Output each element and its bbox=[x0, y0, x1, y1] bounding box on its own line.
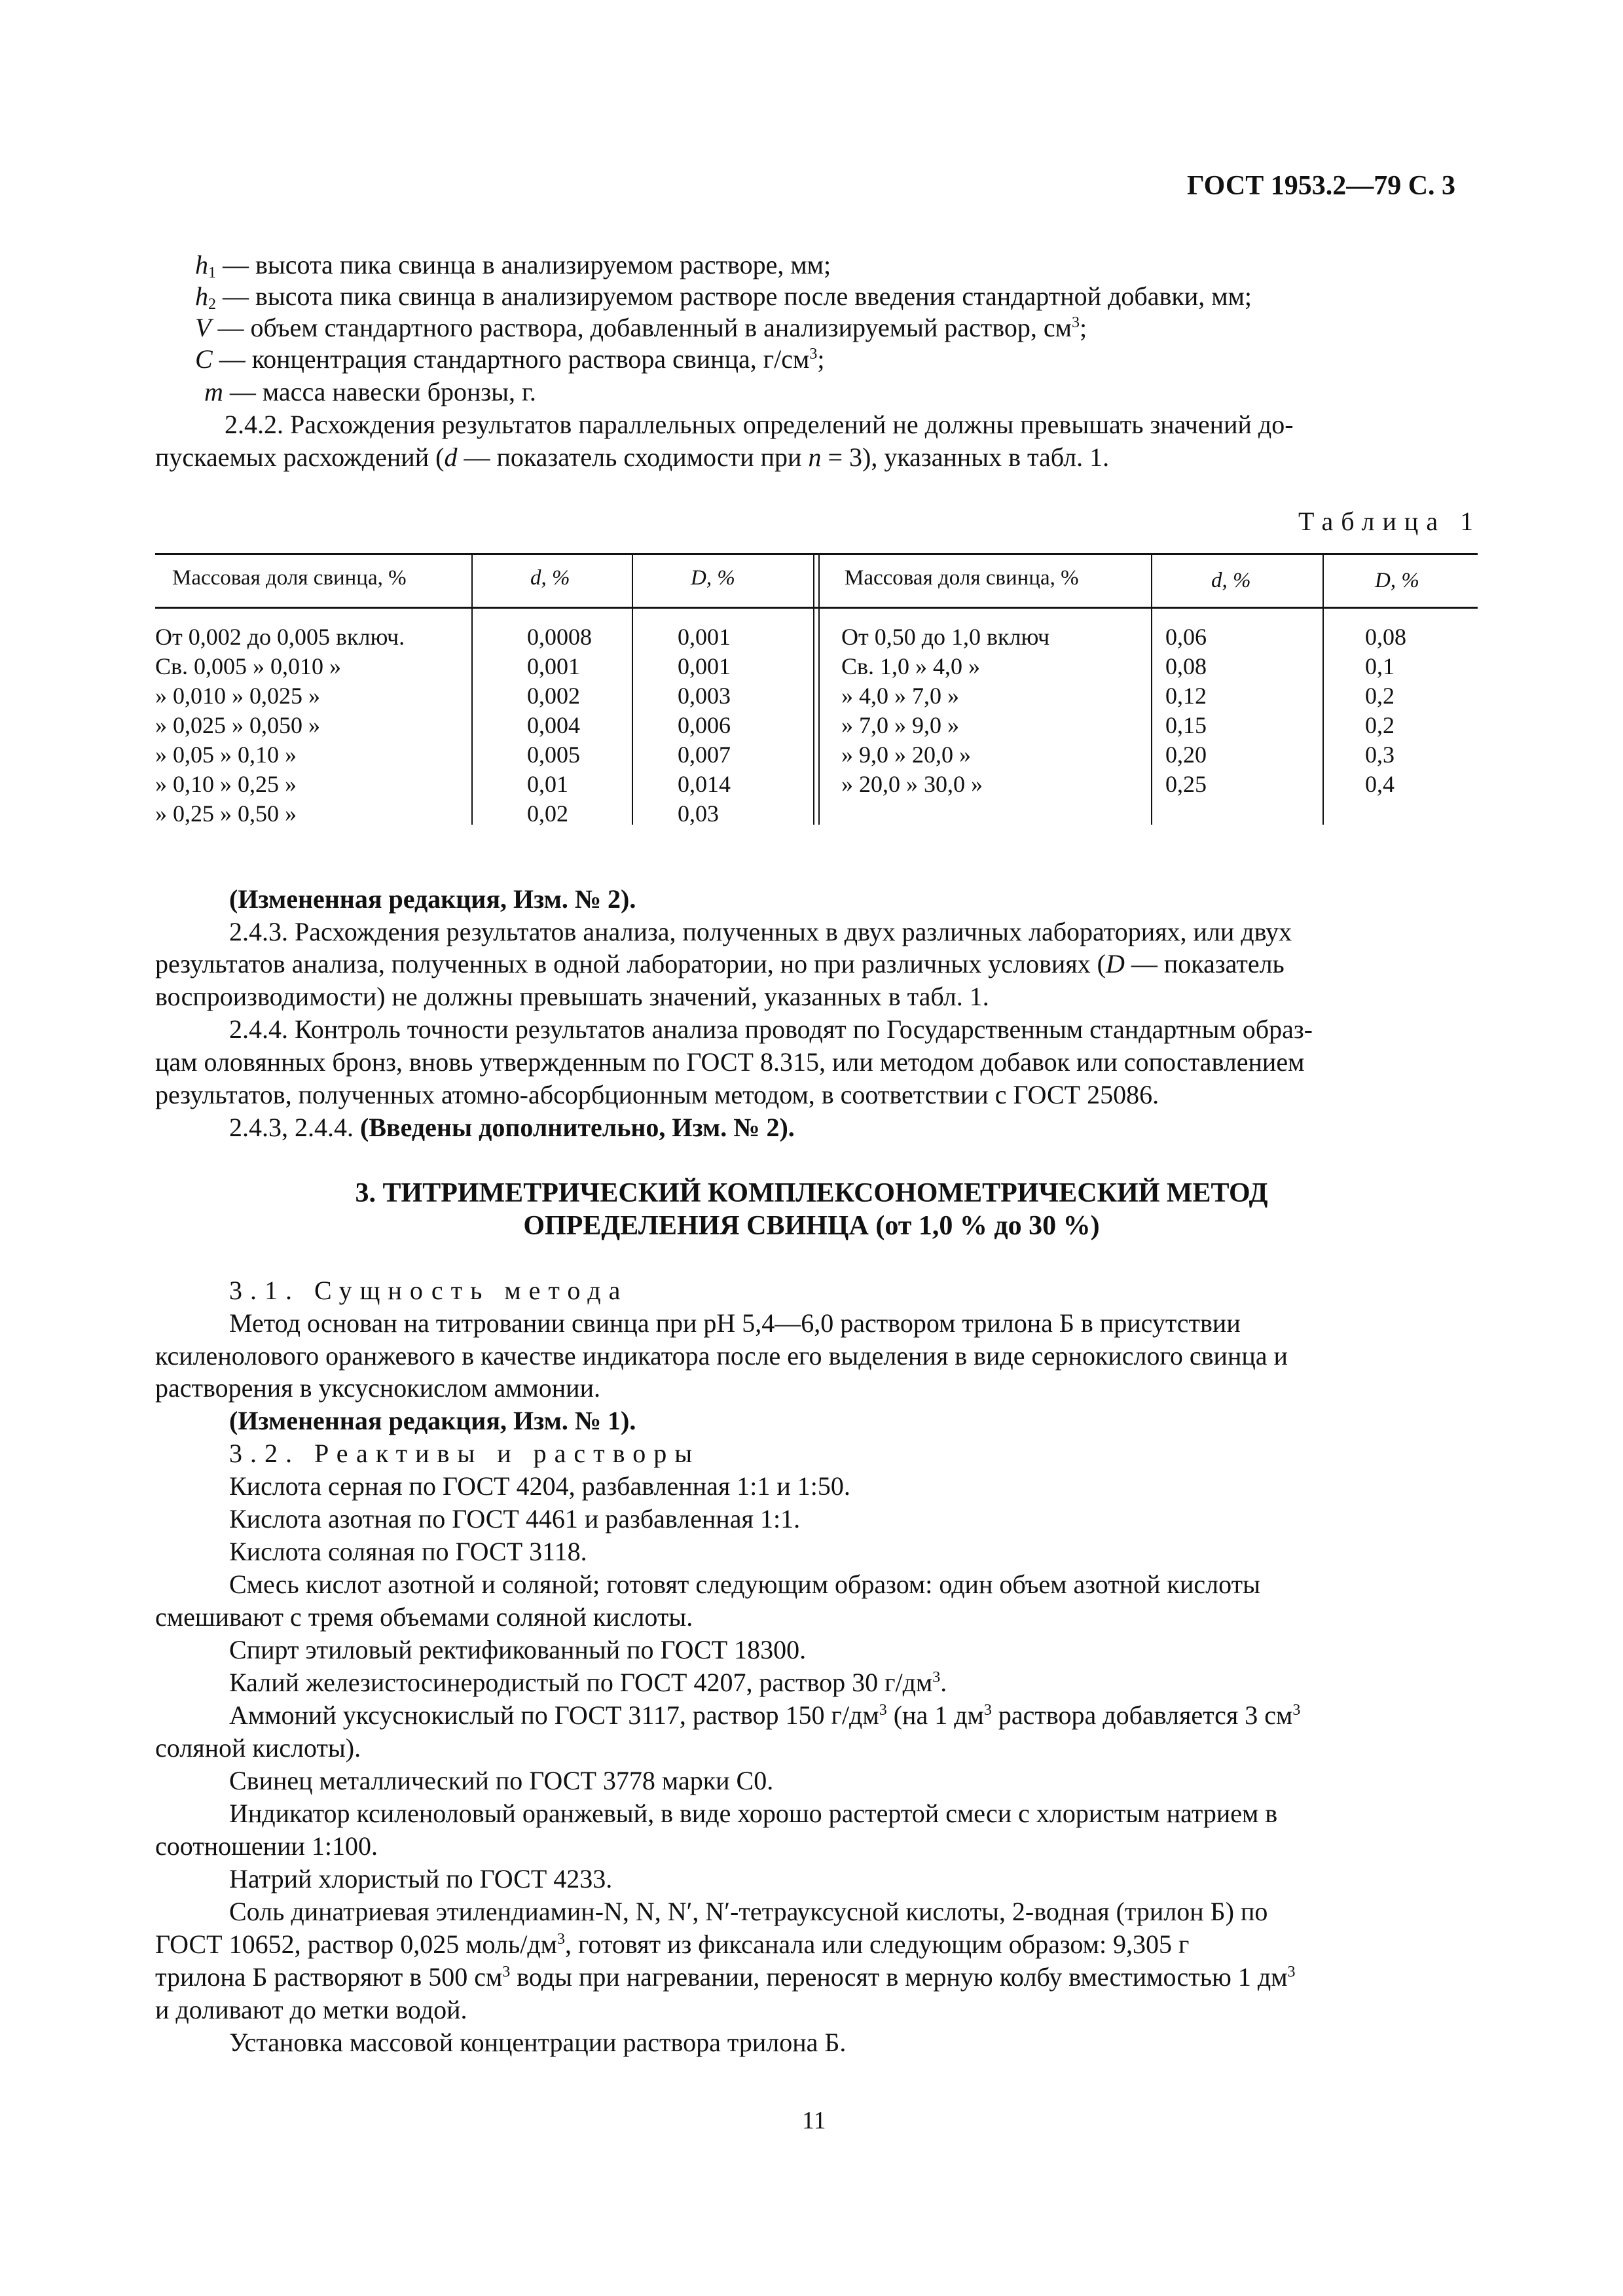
reagent-sodium-chloride: Натрий хлористый по ГОСТ 4233. bbox=[229, 1864, 613, 1893]
reagent-trilon-b-line1: Соль динатриевая этилендиамин-N, N, N′, N′-тетрауксусной кислоты, 2-водная (трилон Б) по bbox=[229, 1897, 1268, 1926]
legend-c bbox=[195, 346, 824, 372]
table-cell: 0,003 bbox=[678, 683, 731, 709]
symbol: V bbox=[195, 313, 211, 342]
table-cell: Св. 1,0 » 4,0 » bbox=[841, 653, 981, 679]
table-cell: » 0,05 » 0,10 » bbox=[155, 742, 297, 768]
symbol-n: n bbox=[808, 442, 822, 472]
paragraph-2-4-4-line2: цам оловянных бронз, вновь утвержденным по ГОСТ 8.315, или методом добавок или сопоставлением bbox=[155, 1047, 1305, 1077]
table-cell: » 0,25 » 0,50 » bbox=[155, 800, 297, 827]
amendment-note-2: (Измененная редакция, Изм. № 2). bbox=[229, 884, 636, 914]
table-cell: 0,15 bbox=[1165, 712, 1207, 738]
table-right-range-column bbox=[841, 625, 1049, 802]
table-cell: 0,2 bbox=[1365, 683, 1395, 709]
subscript: 1 bbox=[208, 264, 216, 281]
table-left-D-column bbox=[678, 625, 731, 831]
text: воды при нагревании, переносят в мерную колбу вместимостью 1 дм bbox=[510, 1962, 1288, 1992]
paragraph-2-4-3-line1: 2.4.3. Расхождения результатов анализа, полученных в двух различных лабораториях, или двух bbox=[229, 917, 1292, 946]
table-cell: » 4,0 » 7,0 » bbox=[841, 683, 959, 709]
legend-h1 bbox=[195, 252, 831, 281]
s31-line3: растворения в уксуснокислом аммонии. bbox=[155, 1373, 600, 1403]
section-3-title-line1: 3. ТИТРИМЕТРИЧЕСКИЙ КОМПЛЕКСОНОМЕТРИЧЕСКИЙ МЕТОД bbox=[355, 1178, 1268, 1208]
reagent-hydrochloric-acid: Кислота соляная по ГОСТ 3118. bbox=[229, 1537, 587, 1566]
table-cell: 0,006 bbox=[678, 712, 731, 738]
text: — показатель сходимости при bbox=[457, 442, 809, 472]
legend-m bbox=[204, 379, 536, 405]
s31-line2: ксиленолового оранжевого в качестве индикатора после его выделения в виде сернокислого свинца и bbox=[155, 1341, 1288, 1371]
table-left-d-column bbox=[527, 625, 592, 831]
document-header: ГОСТ 1953.2—79 С. 3 bbox=[1187, 171, 1456, 201]
table-cell: 0,0008 bbox=[527, 624, 592, 650]
table-cell: 0,005 bbox=[527, 742, 580, 768]
superscript: 3 bbox=[879, 1702, 887, 1719]
table-cell: 0,2 bbox=[1365, 712, 1395, 738]
paragraph-2-4-3-line2 bbox=[155, 951, 1285, 977]
text: ГОСТ 10652, раствор 0,025 моль/дм bbox=[155, 1929, 557, 1959]
table-cell: 0,001 bbox=[678, 624, 731, 650]
table-cell: » 0,025 » 0,050 » bbox=[155, 712, 320, 738]
page-number: 11 bbox=[802, 2107, 826, 2134]
introduction-note bbox=[229, 1115, 795, 1141]
table-header-right-D: D, % bbox=[1375, 569, 1419, 592]
reagent-sulfuric-acid: Кислота серная по ГОСТ 4204, разбавленная 1:1 и 1:50. bbox=[229, 1471, 850, 1501]
paragraph-2-4-3-line3: воспроизводимости) не должны превышать значений, указанных в табл. 1. bbox=[155, 982, 989, 1011]
superscript: 3 bbox=[1071, 314, 1080, 331]
subsection-3-2-title: 3.2. Реактивы и растворы bbox=[229, 1439, 701, 1468]
symbol-D: D bbox=[1105, 949, 1125, 978]
reagent-xylenol-orange-line2: соотношении 1:100. bbox=[155, 1831, 378, 1861]
paragraph-2-4-4-line1: 2.4.4. Контроль точности результатов анализа проводят по Государственным стандартным образ- bbox=[229, 1014, 1313, 1044]
superscript: 3 bbox=[1292, 1702, 1301, 1719]
reagent-trilon-b-line2 bbox=[155, 1931, 1189, 1958]
text: 2.4.3, 2.4.4. bbox=[229, 1113, 360, 1142]
table-cell: 0,02 bbox=[527, 800, 568, 827]
subscript: 2 bbox=[208, 296, 216, 313]
symbol-d: d bbox=[444, 442, 458, 472]
table-col-divider bbox=[471, 553, 473, 825]
superscript: 3 bbox=[502, 1964, 511, 1981]
text: — показатель bbox=[1124, 949, 1285, 978]
reagent-ammonium-acetate-line1 bbox=[229, 1702, 1300, 1729]
table-cell: 0,002 bbox=[527, 683, 580, 709]
section-3-title-line2: ОПРЕДЕЛЕНИЯ СВИНЦА (от 1,0 % до 30 %) bbox=[523, 1211, 1100, 1241]
text: раствора добавляется 3 см bbox=[991, 1700, 1293, 1730]
table-cell: 0,004 bbox=[527, 712, 580, 738]
table-header-left-d: d, % bbox=[530, 566, 570, 590]
superscript: 3 bbox=[809, 346, 818, 363]
table-cell: От 0,002 до 0,005 включ. bbox=[155, 624, 405, 650]
table-cell: 0,08 bbox=[1365, 624, 1406, 650]
trilon-b-standardization: Установка массовой концентрации раствора трилона Б. bbox=[229, 2028, 847, 2057]
reagent-xylenol-orange-line1: Индикатор ксиленоловый оранжевый, в виде хорошо растертой смеси с хлористым натрием в bbox=[229, 1799, 1278, 1828]
table-cell: 0,03 bbox=[678, 800, 719, 827]
table-cell: 0,014 bbox=[678, 771, 731, 797]
table-middle-divider bbox=[813, 553, 814, 825]
table-cell: От 0,50 до 1,0 включ bbox=[841, 624, 1050, 650]
legend-text: — объем стандартного раствора, добавленный в анализируемый раствор, см bbox=[211, 313, 1072, 342]
symbol: h bbox=[195, 281, 208, 311]
text: результатов анализа, полученных в одной лаборатории, но при различных условиях ( bbox=[155, 949, 1106, 978]
text: , готовят из фиксанала или следующим образом: 9,305 г bbox=[564, 1929, 1190, 1959]
paragraph-2-4-2-line2 bbox=[155, 444, 1109, 471]
table-cell: 0,06 bbox=[1165, 624, 1207, 650]
legend-end: ; bbox=[1079, 313, 1087, 342]
legend-text: — высота пика свинца в анализируемом растворе, мм; bbox=[216, 250, 831, 279]
bold-text: (Введены дополнительно, Изм. № 2). bbox=[360, 1113, 795, 1142]
table-left-range-column bbox=[155, 625, 405, 831]
table-cell: 0,25 bbox=[1165, 771, 1207, 797]
amendment-note-1: (Измененная редакция, Изм. № 1). bbox=[229, 1406, 636, 1435]
table-col-divider bbox=[1151, 553, 1152, 825]
reagent-ferrocyanide bbox=[229, 1670, 947, 1696]
table-right-d-column bbox=[1165, 625, 1207, 802]
reagent-trilon-b-line4: и доливают до метки водой. bbox=[155, 1995, 467, 2024]
table-cell: 0,1 bbox=[1365, 653, 1395, 679]
text: трилона Б растворяют в 500 см bbox=[155, 1962, 503, 1992]
symbol: h bbox=[195, 250, 208, 279]
table-cell: » 0,010 » 0,025 » bbox=[155, 683, 320, 709]
reagent-acid-mix-line1: Смесь кислот азотной и соляной; готовят следующим образом: один объем азотной кислоты bbox=[229, 1570, 1260, 1599]
table-cell: 0,007 bbox=[678, 742, 731, 768]
symbol: C bbox=[195, 344, 213, 374]
table-cell: 0,01 bbox=[527, 771, 568, 797]
reagent-ethanol: Спирт этиловый ректификованный по ГОСТ 18300. bbox=[229, 1635, 807, 1664]
text: пускаемых расхождений ( bbox=[155, 442, 445, 472]
legend-end: ; bbox=[817, 344, 825, 374]
table-cell: » 9,0 » 20,0 » bbox=[841, 742, 971, 768]
table-cell: 0,001 bbox=[678, 653, 731, 679]
table-header-right-mass: Массовая доля свинца, % bbox=[845, 566, 1079, 590]
table-cell: 0,001 bbox=[527, 653, 580, 679]
superscript: 3 bbox=[983, 1702, 992, 1719]
table-cell: » 7,0 » 9,0 » bbox=[841, 712, 959, 738]
table-header-rule bbox=[155, 607, 1478, 609]
superscript: 3 bbox=[556, 1931, 565, 1948]
reagent-acid-mix-line2: смешивают с тремя объемами соляной кислоты. bbox=[155, 1602, 693, 1632]
text: Аммоний уксуснокислый по ГОСТ 3117, раствор 150 г/дм bbox=[229, 1700, 879, 1730]
table-col-divider bbox=[632, 553, 633, 825]
table-header-left-D: D, % bbox=[691, 566, 735, 590]
superscript: 3 bbox=[1287, 1964, 1296, 1981]
table-col-divider bbox=[1322, 553, 1324, 825]
reagent-nitric-acid: Кислота азотная по ГОСТ 4461 и разбавленная 1:1. bbox=[229, 1504, 801, 1534]
table-cell: 0,20 bbox=[1165, 742, 1207, 768]
text: . bbox=[940, 1668, 947, 1697]
table-right-D-column bbox=[1365, 625, 1406, 802]
legend-text: — высота пика свинца в анализируемом растворе после введения стандартной добавки, мм; bbox=[216, 281, 1252, 311]
reagent-lead-metal: Свинец металлический по ГОСТ 3778 марки С0. bbox=[229, 1766, 774, 1795]
text: Калий железистосинеродистый по ГОСТ 4207, раствор 30 г/дм bbox=[229, 1668, 933, 1697]
table-cell: 0,08 bbox=[1165, 653, 1207, 679]
table-cell: 0,3 bbox=[1365, 742, 1395, 768]
legend-v bbox=[195, 315, 1087, 341]
table-caption: Таблица 1 bbox=[1298, 507, 1482, 536]
subsection-3-1-title: 3.1. Сущность метода bbox=[229, 1276, 629, 1305]
legend-text: — концентрация стандартного раствора свинца, г/см bbox=[212, 344, 810, 374]
reagent-ammonium-acetate-line2: соляной кислоты). bbox=[155, 1733, 361, 1763]
s31-line1: Метод основан на титровании свинца при pH 5,4—6,0 раствором трилона Б в присутствии bbox=[229, 1308, 1241, 1338]
text: = 3), указанных в табл. 1. bbox=[821, 442, 1110, 472]
legend-h2 bbox=[195, 283, 1252, 312]
paragraph-2-4-4-line3: результатов, полученных атомно-абсорбционным методом, в соответствии с ГОСТ 25086. bbox=[155, 1080, 1159, 1109]
paragraph-2-4-2-line1: 2.4.2. Расхождения результатов параллельных определений не должны превышать значений до- bbox=[225, 410, 1294, 439]
table-cell: » 20,0 » 30,0 » bbox=[841, 771, 983, 797]
table-cell: 0,4 bbox=[1365, 771, 1395, 797]
table-middle-divider bbox=[818, 553, 820, 825]
text: (на 1 дм bbox=[886, 1700, 984, 1730]
table-cell: Св. 0,005 » 0,010 » bbox=[155, 653, 342, 679]
table-top-rule bbox=[155, 553, 1478, 555]
legend-text: — масса навески бронзы, г. bbox=[223, 377, 536, 406]
table-cell: 0,12 bbox=[1165, 683, 1207, 709]
table-header-left-mass: Массовая доля свинца, % bbox=[172, 566, 407, 590]
symbol: m bbox=[204, 377, 223, 406]
table-cell: » 0,10 » 0,25 » bbox=[155, 771, 297, 797]
table-header-right-d: d, % bbox=[1211, 569, 1251, 592]
reagent-trilon-b-line3 bbox=[155, 1964, 1296, 1990]
superscript: 3 bbox=[932, 1669, 941, 1686]
